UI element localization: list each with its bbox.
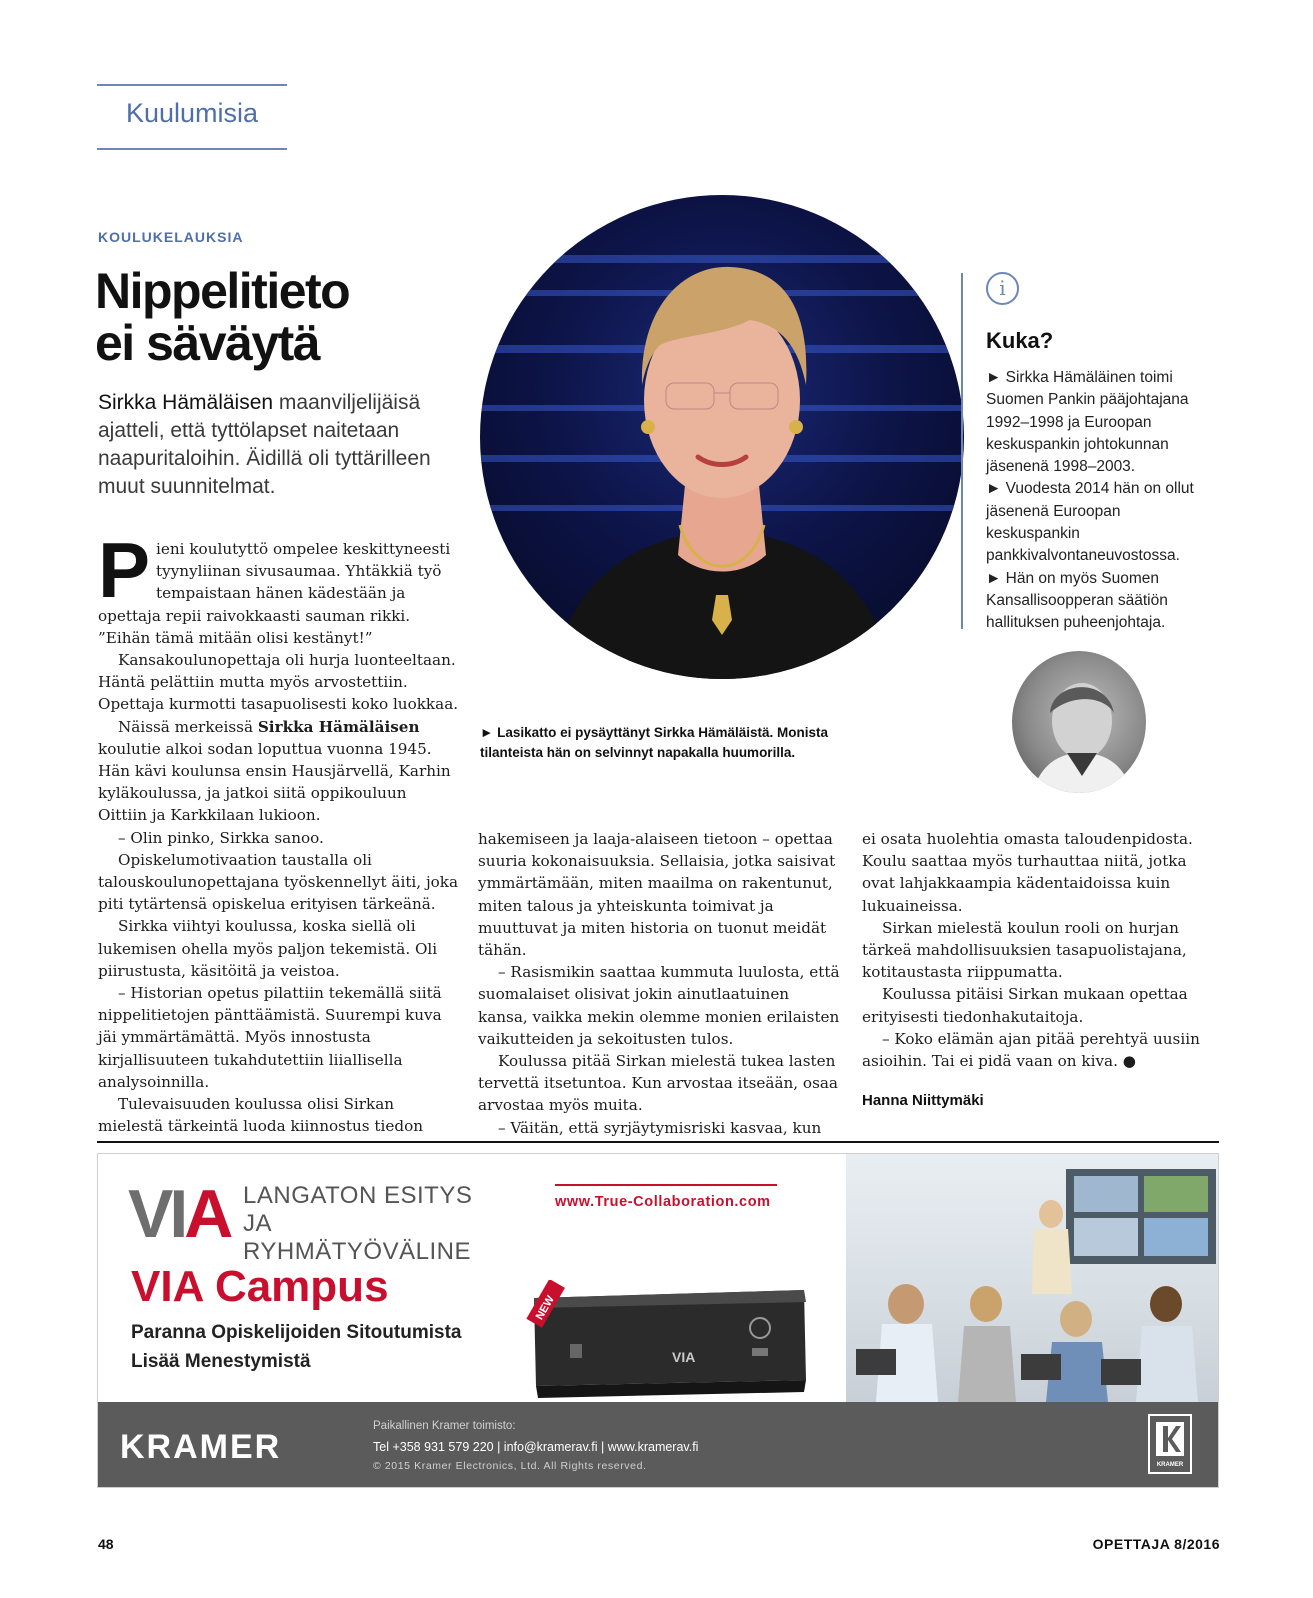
ad-tagline-line-1: LANGATON ESITYS JA	[243, 1182, 473, 1237]
col1-paragraph-1	[98, 526, 460, 649]
col1-paragraph-5: Opiskelumotivaation taustalla oli talouskoulunopettajana työskennellyt äiti, joka piti tytärtensä opiskelua erityisen tärkeänä.	[98, 850, 459, 914]
ad-product-name: VIA Campus	[131, 1262, 389, 1311]
article-kicker: KOULUKELAUKSIA	[98, 229, 244, 245]
via-logo-a: A	[184, 1176, 230, 1252]
drop-cap: P	[98, 526, 151, 614]
magazine-issue: OPETTAJA 8/2016	[1092, 1536, 1220, 1552]
col1-p3-a: Näissä merkeissä	[118, 717, 258, 736]
section-rule-bottom	[97, 148, 287, 150]
kramer-badge-label: KRAMER	[1156, 1462, 1184, 1468]
article-bottom-rule	[97, 1141, 1219, 1143]
col2-paragraph-2: – Rasismikin saattaa kummuta luulosta, että suomalaiset olisivat jokin ainutlaatuinen kansa, vaikka mekin olemme monien erilaisten vaikutteiden ja sekoitusten tulos.	[478, 963, 840, 1048]
col1-paragraph-2: Kansakoulunopettaja oli hurja luonteeltaan. Häntä pelättiin mutta myös arvostettiin. Opettaja kurmotti tasapuolisesti koko luokkaa.	[98, 651, 459, 714]
portrait-photo	[480, 195, 964, 679]
col1-paragraph-7: – Historian opetus pilattiin tekemällä siitä nippelitietojen pänttäämistä. Suurempi kuva jäi ymmärtämättä. Myös innostusta kirjallisuuteen tukahdutettiin liiallisella analysoinnilla.	[98, 984, 442, 1091]
lede-name: Sirkka Hämäläisen	[98, 391, 274, 414]
lede-text: maanviljelijäisä ajatteli, että tyttölapset naitetaan naapuritaloihin. Äidillä oli tyttärilleen muut suunnitelmat.	[98, 391, 431, 498]
photo-caption: ► Lasikatto ei pysäyttänyt Sirkka Hämäläistä. Monista tilanteista hän on selvinnyt napakalla huumorilla.	[480, 725, 828, 760]
via-logo-i: I	[169, 1176, 185, 1252]
col3-paragraph-1: ei osata huolehtia omasta taloudenpidosta. Koulu saattaa myös turhauttaa niitä, jotka ovat lahjakkaampia kädentaidoissa kuin lukuaineissa.	[862, 830, 1193, 915]
childhood-photo	[1012, 651, 1146, 793]
ad-url-rule	[555, 1184, 777, 1186]
ad-tagline	[243, 1182, 503, 1266]
kramer-badge-icon	[1148, 1414, 1192, 1474]
col1-paragraph-3	[98, 716, 460, 827]
ad-subline-1: Paranna Opiskelijoiden Sitoutumista	[131, 1322, 462, 1343]
col1-p3-name: Sirkka Hämäläisen	[257, 717, 420, 736]
col1-paragraph-8: Tulevaisuuden koulussa olisi Sirkan mielestä tärkeintä luoda kiinnostus tiedon	[98, 1095, 424, 1136]
childhood-photo-illustration	[1012, 651, 1146, 793]
article-lede	[98, 389, 458, 501]
new-badge: NEW	[533, 1293, 557, 1323]
article-headline	[95, 265, 475, 369]
ad-footer-contact[interactable]: Tel +358 931 579 220 | info@kramerav.fi | www.kramerav.fi	[373, 1440, 699, 1454]
portrait-illustration	[480, 195, 964, 679]
advertisement[interactable]	[97, 1153, 1219, 1488]
classroom-illustration	[846, 1154, 1219, 1402]
ad-footer-line-1: Paikallinen Kramer toimisto:	[373, 1420, 516, 1432]
via-logo	[128, 1176, 230, 1252]
kramer-k-icon	[1150, 1416, 1190, 1472]
via-campus-device	[524, 1280, 814, 1400]
ad-footer-copyright: © 2015 Kramer Electronics, Ltd. All Rights reserved.	[373, 1460, 647, 1472]
col3-paragraph-2: Sirkan mielestä koulun rooli on hurjan tärkeä mahdollisuuksien tasapuolistajana, kotitaustasta riippumatta.	[862, 918, 1187, 982]
ad-footer	[98, 1402, 1219, 1488]
classroom-photo	[846, 1154, 1219, 1402]
col1-p3-b: koulutie alkoi sodan loputtua vuonna 1945. Hän kävi koulunsa ensin Hausjärvellä, Karhin kyläkoulussa, ja jatkoi siitä oppikouluun Oittiin ja Karkkilaan lukioon.	[98, 739, 451, 825]
col1-paragraph-4: – Olin pinko, Sirkka sanoo.	[118, 828, 324, 847]
page-number: 48	[98, 1536, 114, 1552]
via-logo-v: V	[128, 1176, 170, 1252]
article-byline: Hanna Niittymäki	[862, 1092, 984, 1109]
col2-paragraph-4: – Väitän, että syrjäytymisriski kasvaa, kun	[498, 1118, 822, 1137]
article-column-1	[98, 526, 460, 1137]
headline-line-2: ei säväytä	[95, 315, 320, 371]
article-column-3	[862, 828, 1224, 1072]
ad-tagline-line-2: RYHMÄTYÖVÄLINE	[243, 1238, 471, 1265]
info-icon: i	[986, 272, 1019, 305]
col2-paragraph-3: Koulussa pitää Sirkan mielestä tukea lasten tervettä itsetuntoa. Kun arvostaa itseään, osaa arvostaa myös muita.	[478, 1052, 838, 1115]
headline-line-1: Nippelitieto	[95, 263, 350, 319]
infobox-item-3: ► Hän on myös Suomen Kansallisoopperan säätiön hallituksen puheenjohtaja.	[986, 569, 1168, 632]
kramer-logo: KRAMER	[120, 1428, 282, 1466]
ad-subline-2: Lisää Menestymistä	[131, 1351, 311, 1372]
infobox-item-1: ► Sirkka Hämäläinen toimi Suomen Pankin pääjohtajana 1992–1998 ja Euroopan keskuspankin johtokunnan jäsenenä 1998–2003.	[986, 369, 1189, 476]
article-column-2	[478, 828, 840, 1139]
ad-url-link[interactable]: www.True-Collaboration.com	[555, 1194, 771, 1210]
col1-paragraph-6: Sirkka viihtyi koulussa, koska siellä oli lukemisen ohella myös paljon tekemistä. Oli piirustusta, käsitöitä ja veistoa.	[98, 917, 438, 980]
infobox-title: Kuka?	[986, 328, 1054, 353]
infobox-body	[986, 367, 1211, 635]
col2-paragraph-1: hakemiseen ja laaja-alaiseen tietoon – opettaa suuria kokonaisuuksia. Sellaisia, jotka saisivat ymmärtämään, miten maailma on rakentunut, miten talous ja yhteiskunta toimivat ja muuttuvat ja miten historia on tuonut meidät tähän.	[478, 830, 836, 960]
section-label: Kuulumisia	[125, 98, 259, 128]
infobox-item-2: ► Vuodesta 2014 hän on ollut jäsenenä Euroopan keskuspankin pankkivalvontaneuvostossa.	[986, 480, 1194, 565]
col3-paragraph-3: Koulussa pitäisi Sirkan mukaan opettaa erityisesti tiedonhakutaitoja.	[862, 985, 1188, 1026]
col3-paragraph-4: – Koko elämän ajan pitää perehtyä uusiin asioihin. Tai ei pidä vaan on kiva. ●	[862, 1029, 1200, 1071]
infobox-rule	[961, 273, 963, 629]
device-label: VIA	[672, 1349, 696, 1365]
col1-p1-text: ieni koulutyttö ompelee keskittyneesti tyynyliinan sivusaumaa. Yhtäkkiä työ tempaistaan hänen kädestään ja opettaja repii raivokkaasti sauman rikki. ”Eihän tämä mitään olisi kestänyt!”	[98, 540, 451, 647]
section-rule-top	[97, 84, 287, 86]
